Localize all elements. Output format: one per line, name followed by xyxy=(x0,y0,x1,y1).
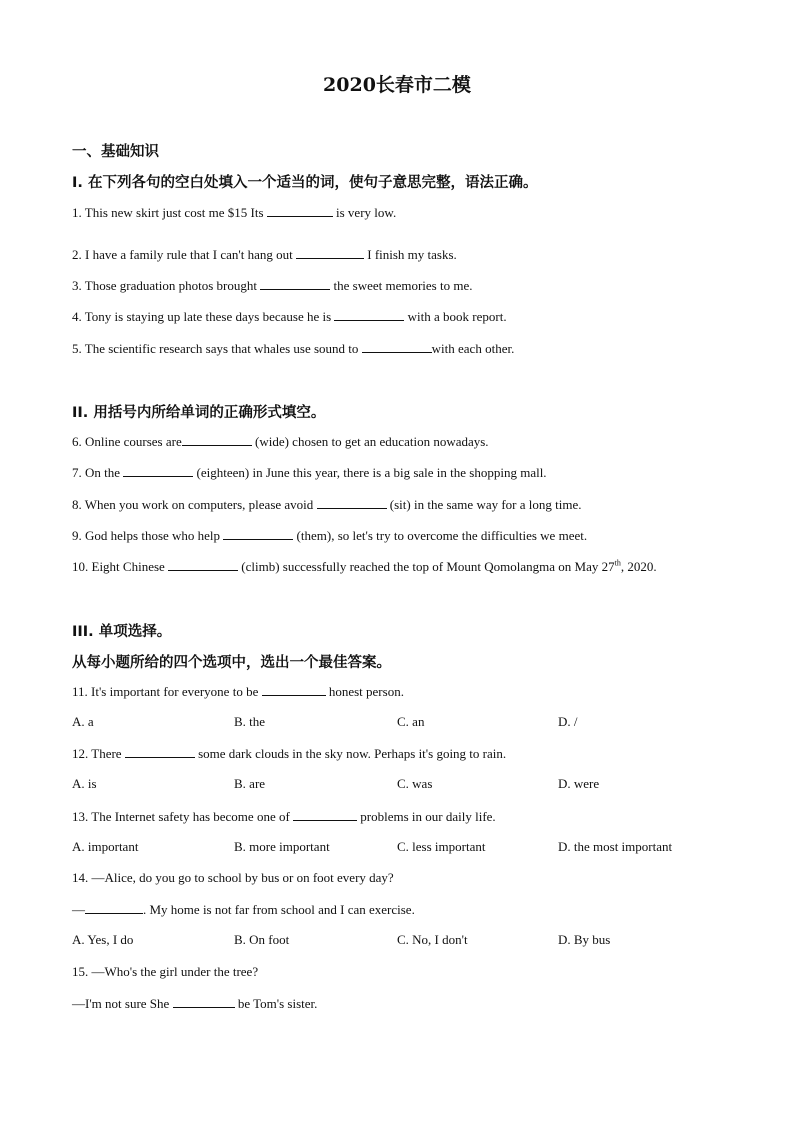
option-b[interactable]: B. the xyxy=(234,714,266,729)
option-c[interactable]: C. was xyxy=(397,776,433,791)
question-12: 12. There some dark clouds in the sky now. Perhaps it's going to rain. xyxy=(72,746,507,761)
answer-blank[interactable] xyxy=(123,464,193,477)
option-b[interactable]: B. more important xyxy=(234,839,330,854)
option-d[interactable]: D. / xyxy=(558,714,578,729)
answer-blank[interactable] xyxy=(334,308,404,321)
options-14 xyxy=(72,932,752,950)
options-13 xyxy=(72,839,752,857)
question-7: 7. On the (eighteen) in June this year, there is a big sale in the shopping mall. xyxy=(72,465,547,480)
option-a[interactable]: A. a xyxy=(72,714,94,729)
question-15: 15. —Who's the girl under the tree? xyxy=(72,964,259,979)
question-1: 1. This new skirt just cost me $15 Its is very low. xyxy=(72,205,397,220)
question-3: 3. Those graduation photos brought the sweet memories to me. xyxy=(72,278,473,293)
option-c[interactable]: C. less important xyxy=(397,839,486,854)
options-12 xyxy=(72,776,752,794)
answer-blank[interactable] xyxy=(85,901,143,914)
option-c[interactable]: C. No, I don't xyxy=(397,932,468,947)
answer-blank[interactable] xyxy=(317,496,387,509)
question-6: 6. Online courses are (wide) chosen to get an education nowadays. xyxy=(72,434,489,449)
question-8: 8. When you work on computers, please avoid (sit) in the same way for a long time. xyxy=(72,497,582,512)
section-heading: 一、基础知识 xyxy=(72,144,159,160)
question-4: 4. Tony is staying up late these days because he is with a book report. xyxy=(72,309,507,324)
question-14-reply: — . My home is not far from school and I can exercise. xyxy=(72,902,415,917)
question-9: 9. God helps those who help (them), so let's try to overcome the difficulties we meet. xyxy=(72,528,588,543)
option-d[interactable]: D. were xyxy=(558,776,600,791)
option-b[interactable]: B. On foot xyxy=(234,932,290,947)
options-11 xyxy=(72,714,752,732)
question-2: 2. I have a family rule that I can't hang out I finish my tasks. xyxy=(72,247,457,262)
option-b[interactable]: B. are xyxy=(234,776,266,791)
answer-blank[interactable] xyxy=(182,433,252,446)
answer-blank[interactable] xyxy=(267,204,333,217)
answer-blank[interactable] xyxy=(260,277,330,290)
part1-heading: I. 在下列各句的空白处填入一个适当的词，使句子意思完整，语法正确。 xyxy=(72,175,538,191)
answer-blank[interactable] xyxy=(293,808,357,821)
question-5: 5. The scientific research says that whales use sound to with each other. xyxy=(72,341,515,356)
page-title: 2020长春市二模 xyxy=(323,74,471,96)
answer-blank[interactable] xyxy=(223,527,293,540)
part3-heading: III. 单项选择。 xyxy=(72,624,172,640)
option-a[interactable]: A. is xyxy=(72,776,97,791)
option-a[interactable]: A. important xyxy=(72,839,139,854)
option-c[interactable]: C. an xyxy=(397,714,425,729)
option-a[interactable]: A. Yes, I do xyxy=(72,932,134,947)
question-10: 10. Eight Chinese (climb) successfully reached the top of Mount Qomolangma on May 27th, 2020. xyxy=(72,558,657,574)
part3-subheading: 从每小题所给的四个选项中，选出一个最佳答案。 xyxy=(72,655,391,671)
option-d[interactable]: D. By bus xyxy=(558,932,611,947)
answer-blank[interactable] xyxy=(362,340,432,353)
option-d[interactable]: D. the most important xyxy=(558,839,673,854)
part2-heading: II. 用括号内所给单词的正确形式填空。 xyxy=(72,405,326,421)
answer-blank[interactable] xyxy=(125,745,195,758)
answer-blank[interactable] xyxy=(262,683,326,696)
question-14: 14. —Alice, do you go to school by bus or on foot every day? xyxy=(72,870,394,885)
question-13: 13. The Internet safety has become one of problems in our daily life. xyxy=(72,809,496,824)
answer-blank[interactable] xyxy=(168,558,238,571)
answer-blank[interactable] xyxy=(173,995,235,1008)
question-11: 11. It's important for everyone to be honest person. xyxy=(72,684,404,699)
question-15-reply: —I'm not sure She be Tom's sister. xyxy=(72,996,318,1011)
answer-blank[interactable] xyxy=(296,246,364,259)
